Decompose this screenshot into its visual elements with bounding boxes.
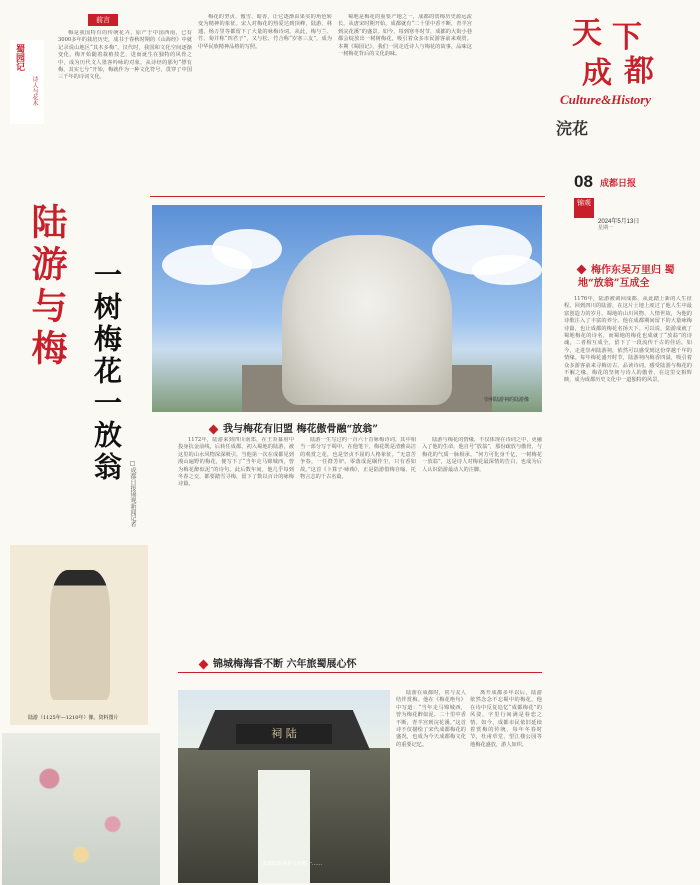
preface-col-1: 梅是我国特有的传统花卉，原产于中国西南，已有3000多年的栽培历史，成书于春秋时期的《山海经》中就记录说山地区“其木多梅”。汉代时，我国和文化空间逐渐变化，梅开始随着栽植技艺，进而诞生在独特的风骨之中，成为历代文人墨客吟咏的对象。从诗经的那句“摽有梅，其实七兮”开始，梅就作为一种文化符号，贯穿了中国三千年的诗词文化。 [58, 30, 192, 81]
preface-tag: 前言 [88, 14, 118, 26]
diamond-icon [577, 265, 587, 275]
preface-col-3: 蜀地是梅花的重要产地之一，成都的赏梅历史源远流长。从唐宋时期开始，成都就有“二十里中香不断，青羊宫到浣花溪”的盛景。如今，每到寒冬时节，成都的大街小巷都会绽放出一树树梅花，吸引着众多市民游客前来观赏。本期《蜀园记》，我们一同走近诗人与梅花的故事，品味这一树梅花背后的文化韵味。 [338, 14, 472, 58]
paper-name: 成都日报 [600, 179, 637, 189]
section-2-heading: 锦城梅海香不断 六年旅蜀展心怀 [200, 655, 356, 670]
page-number: 08 [574, 172, 593, 191]
section-1-heading: 我与梅花有旧盟 梅花傲骨融“放翁” [210, 420, 378, 435]
section-1-col-3: 陆游与梅花的情缘，不仅体现在诗词之中，更融入了他的生命。他自号“放翁”，那份疏放与傲骨，与梅花的气质一脉相承。“何方可化身千亿，一树梅花一放翁”，这是诗人对梅花最深情的告白，也成为后人认识陆游最动人的注脚。 [422, 437, 542, 473]
section-2-col-2: 陆游在成都时，常与友人结伴赏梅。他在《梅花绝句》中写道：“当年走马锦城西，曾为梅花醉似泥。二十里中香不断，青羊宫到浣花溪。”这首诗不仅描绘了宋代成都梅花的盛况，也成为今天成都梅文化的重要记忆。 [396, 690, 466, 748]
section-1-col-1: 1172年，陆游来到四川南郑，在王炎幕府中投身抗金前线，后转任成都。初入蜀地的陆游，被这里的山水风物深深吸引。当他第一次在成都见到漫山遍野的梅花，便写下了“当年走马锦城西，曾为梅花醉似泥”的诗句。此后数年间，他几乎每到冬春之交，都要踏雪寻梅，留下了数以百计的咏梅诗篇。 [178, 437, 294, 488]
memorial-gate-photo [178, 690, 390, 883]
statue-caption: 崇州陆游祠的陆游像 [484, 397, 530, 403]
section-name: 浣花 [556, 119, 589, 138]
column-badge [10, 40, 44, 124]
portrait-caption: 陆游（1125年—1210年）像。资料图片 [28, 715, 119, 721]
diamond-icon [199, 660, 209, 670]
portrait-painting [10, 545, 148, 725]
column-subtitle: 诗人与花木 [31, 76, 38, 106]
preface-col-2: 梅花的坚贞、傲雪、暗香，让它逐渐由果实的角色转变为精神的象征。宋人对梅花的热爱达到顶峰，陆游、林逋、杨万里等都留下了大量的咏梅诗词。从此，梅与兰、竹、菊并称“四君子”，又与松、竹合称“岁寒三友”，成为中华民族精神品格的写照。 [198, 14, 332, 50]
issue-date: 2024年5月13日 [598, 219, 640, 225]
gate-caption: 成都陆游祠是崇州唯一…… [262, 861, 323, 867]
sidebar-body: 1176年，陆游被调回成都，从此踏上新的人生征程。回到四川的陆游，在这片土地上度过了他人生中最富创造力的岁月。蜀地的山川风物、人情世故，为他的诗歌注入了丰富的养分。他在成都期间留下的大量咏梅诗篇，也让成都的梅花名扬天下。可以说，陆游成就了蜀地梅花的诗名，而蜀地的梅花也成就了“放翁”的诗魂。二者相互成全，留下了一段流传千古的佳话。如今，走进崇州陆游祠，依然可以感受到这份穿越千年的情缘。每年梅花盛开时节，陆游祠内梅香四溢，吸引着众多游客前来寻梅访古、品读诗词，感受陆游与梅花的不解之缘。梅花的坚韧与诗人的傲骨，在这里交相辉映，成为成都历史文化中一道独特的风景。 [564, 296, 692, 384]
diamond-icon [209, 425, 219, 435]
section-2-col-3: 离开成都多年以后，陆游依然念念不忘蜀中的梅花。他在诗中反复追忆“成都梅花”的风姿，字里行间满是眷恋之情。如今，成都市民依旧延续着赏梅的传统，每年冬春时节，杜甫草堂、望江楼公园等地梅花盛放，游人如织。 [470, 690, 542, 748]
statue-photo [152, 205, 542, 412]
edition-label: 锦观 [574, 198, 594, 218]
culture-history-title: Culture&History [560, 92, 652, 107]
series-title: 陆游与梅 [26, 203, 68, 371]
sidebar-heading: 梅作东吴万里归 蜀地“放翁”互成全 [578, 265, 675, 289]
masthead-logo: 天 下 成 都 [572, 16, 654, 91]
main-title: 一树梅花一放翁 [90, 260, 123, 484]
issue-weekday: 星期一 [598, 225, 614, 231]
column-name: 蜀园记 [14, 44, 24, 71]
section-1-col-2: 陆游一生写过约一百六十首咏梅诗词，其中相当一部分写于蜀中。在他笔下，梅花既是清雅高洁的观赏之花，也是坚贞不屈的人格象征。“无意苦争春，一任群芳妒。零落成泥碾作尘，只有香如故。”这首《卜算子·咏梅》，正是陆游借梅自喻、托物言志的千古名篇。 [300, 437, 416, 481]
divider-top [150, 196, 545, 197]
divider-section-2 [178, 672, 542, 673]
byline: □成都日报锦观新闻记者 [129, 460, 136, 527]
gate-plaque: 祠 陆 [236, 724, 332, 744]
plum-blossom-photo [2, 733, 160, 885]
